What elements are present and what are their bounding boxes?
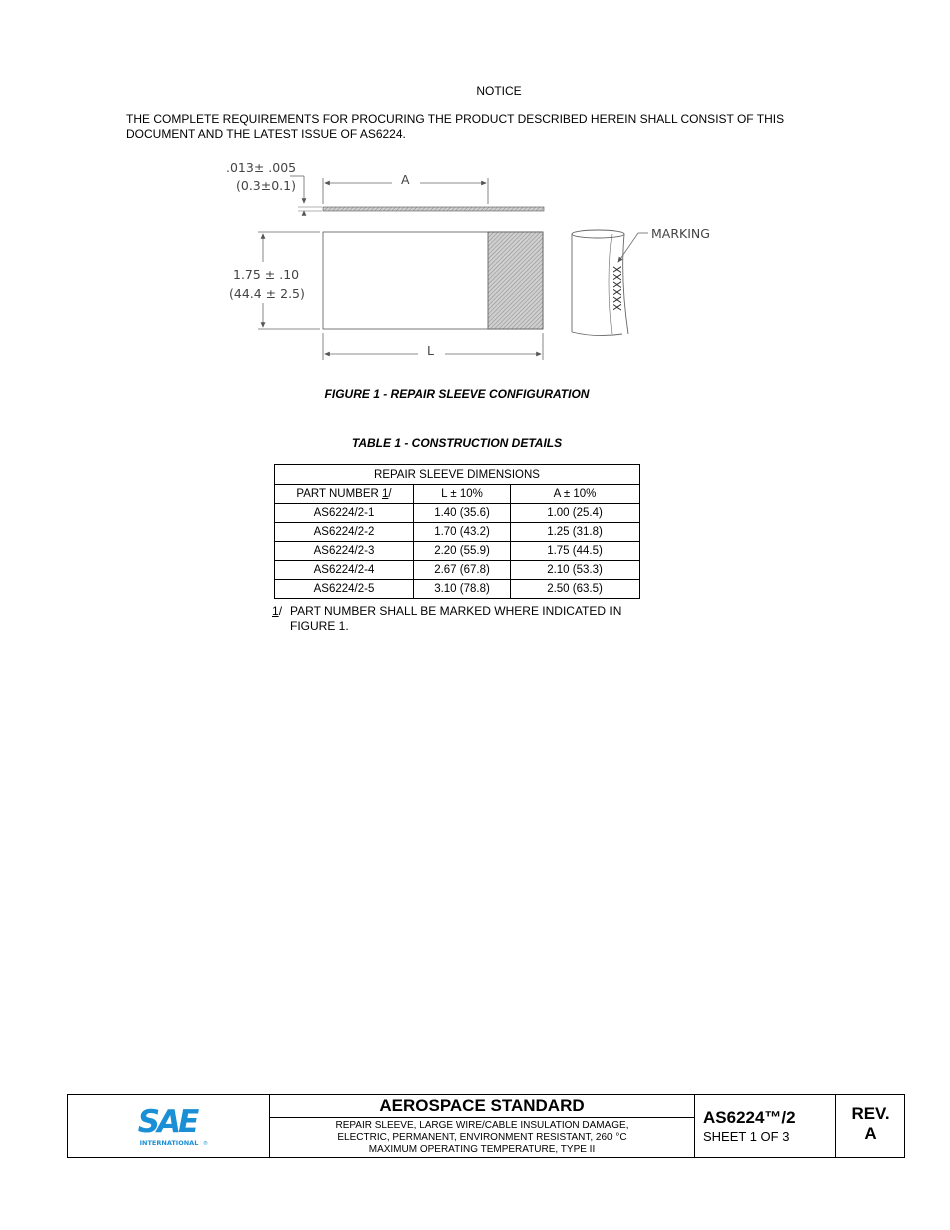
sae-logo-mark: ® xyxy=(203,1141,208,1147)
cell-a: 1.25 (31.8) xyxy=(511,523,640,542)
cell-a: 1.75 (44.5) xyxy=(511,542,640,561)
thickness-in-label: .013± .005 xyxy=(226,160,297,175)
doc-number: AS6224™/2 xyxy=(703,1108,796,1127)
sheet-number: SHEET 1 OF 3 xyxy=(703,1129,790,1144)
repair-sleeve-figure xyxy=(0,150,950,380)
notice-text: THE COMPLETE REQUIREMENTS FOR PROCURING THE PRODUCT DESCRIBED HEREIN SHALL CONSIST OF THIS DOCUMENT AND THE LATEST ISSUE OF AS6224. xyxy=(126,112,785,141)
table-row xyxy=(275,504,640,523)
revision: REV. A xyxy=(851,1104,890,1143)
adhesive-area xyxy=(488,232,543,329)
marking-text: XXXXXX xyxy=(611,265,624,311)
cell-a: 1.00 (25.4) xyxy=(511,504,640,523)
header-part-number: PART NUMBER 1/ xyxy=(275,485,414,504)
cell-part: AS6224/2-3 xyxy=(275,542,414,561)
revision-cell xyxy=(836,1095,905,1157)
thickness-mm-label: (0.3±0.1) xyxy=(236,178,296,193)
cell-part: AS6224/2-1 xyxy=(275,504,414,523)
cell-l: 2.67 (67.8) xyxy=(414,561,511,580)
table-row xyxy=(275,523,640,542)
table-row xyxy=(275,561,640,580)
table-row xyxy=(275,580,640,599)
header-a: A ± 10% xyxy=(511,485,640,504)
dim-a-label: A xyxy=(401,172,410,187)
sae-logo-cell xyxy=(68,1095,270,1157)
cell-l: 3.10 (78.8) xyxy=(414,580,511,599)
cell-l: 1.40 (35.6) xyxy=(414,504,511,523)
construction-table xyxy=(274,464,640,599)
standard-description: REPAIR SLEEVE, LARGE WIRE/CABLE INSULATION DAMAGE, ELECTRIC, PERMANENT, ENVIRONMENT RESISTANT, 260 °C MAXIMUM OPERATING TEMPERATURE, TYPE II xyxy=(335,1120,629,1155)
width-mm-label: (44.4 ± 2.5) xyxy=(229,286,305,301)
table-header-row xyxy=(275,485,640,504)
title-cell xyxy=(270,1095,695,1157)
cell-a: 2.10 (53.3) xyxy=(511,561,640,580)
footnote-text: PART NUMBER SHALL BE MARKED WHERE INDICATED IN FIGURE 1. xyxy=(290,604,622,633)
width-in-label: 1.75 ± .10 xyxy=(233,267,300,282)
cell-l: 1.70 (43.2) xyxy=(414,523,511,542)
sae-logo xyxy=(68,1095,270,1157)
header-length: L ± 10% xyxy=(414,485,511,504)
table-footnote: 1/ PART NUMBER SHALL BE MARKED WHERE INDICATED IN FIGURE 1. xyxy=(272,604,652,634)
table-title: REPAIR SLEEVE DIMENSIONS xyxy=(275,465,640,485)
table-row xyxy=(275,542,640,561)
footnote-index: 1 xyxy=(272,604,279,618)
sleeve-side-view xyxy=(323,207,544,211)
figure-caption: FIGURE 1 - REPAIR SLEEVE CONFIGURATION xyxy=(324,387,590,401)
standard-title: AEROSPACE STANDARD xyxy=(270,1095,694,1118)
doc-number-cell xyxy=(695,1095,836,1157)
cell-part: AS6224/2-5 xyxy=(275,580,414,599)
cell-part: AS6224/2-2 xyxy=(275,523,414,542)
sae-logo-text: SAE xyxy=(137,1104,197,1140)
title-block xyxy=(67,1094,905,1158)
notice-heading: NOTICE xyxy=(476,84,522,98)
cell-l: 2.20 (55.9) xyxy=(414,542,511,561)
dim-l-label: L xyxy=(427,343,434,358)
sae-logo-sub: INTERNATIONAL xyxy=(139,1139,199,1147)
table-caption: TABLE 1 - CONSTRUCTION DETAILS xyxy=(351,436,563,450)
cell-a: 2.50 (63.5) xyxy=(511,580,640,599)
marking-label: MARKING xyxy=(651,226,710,241)
cell-part: AS6224/2-4 xyxy=(275,561,414,580)
